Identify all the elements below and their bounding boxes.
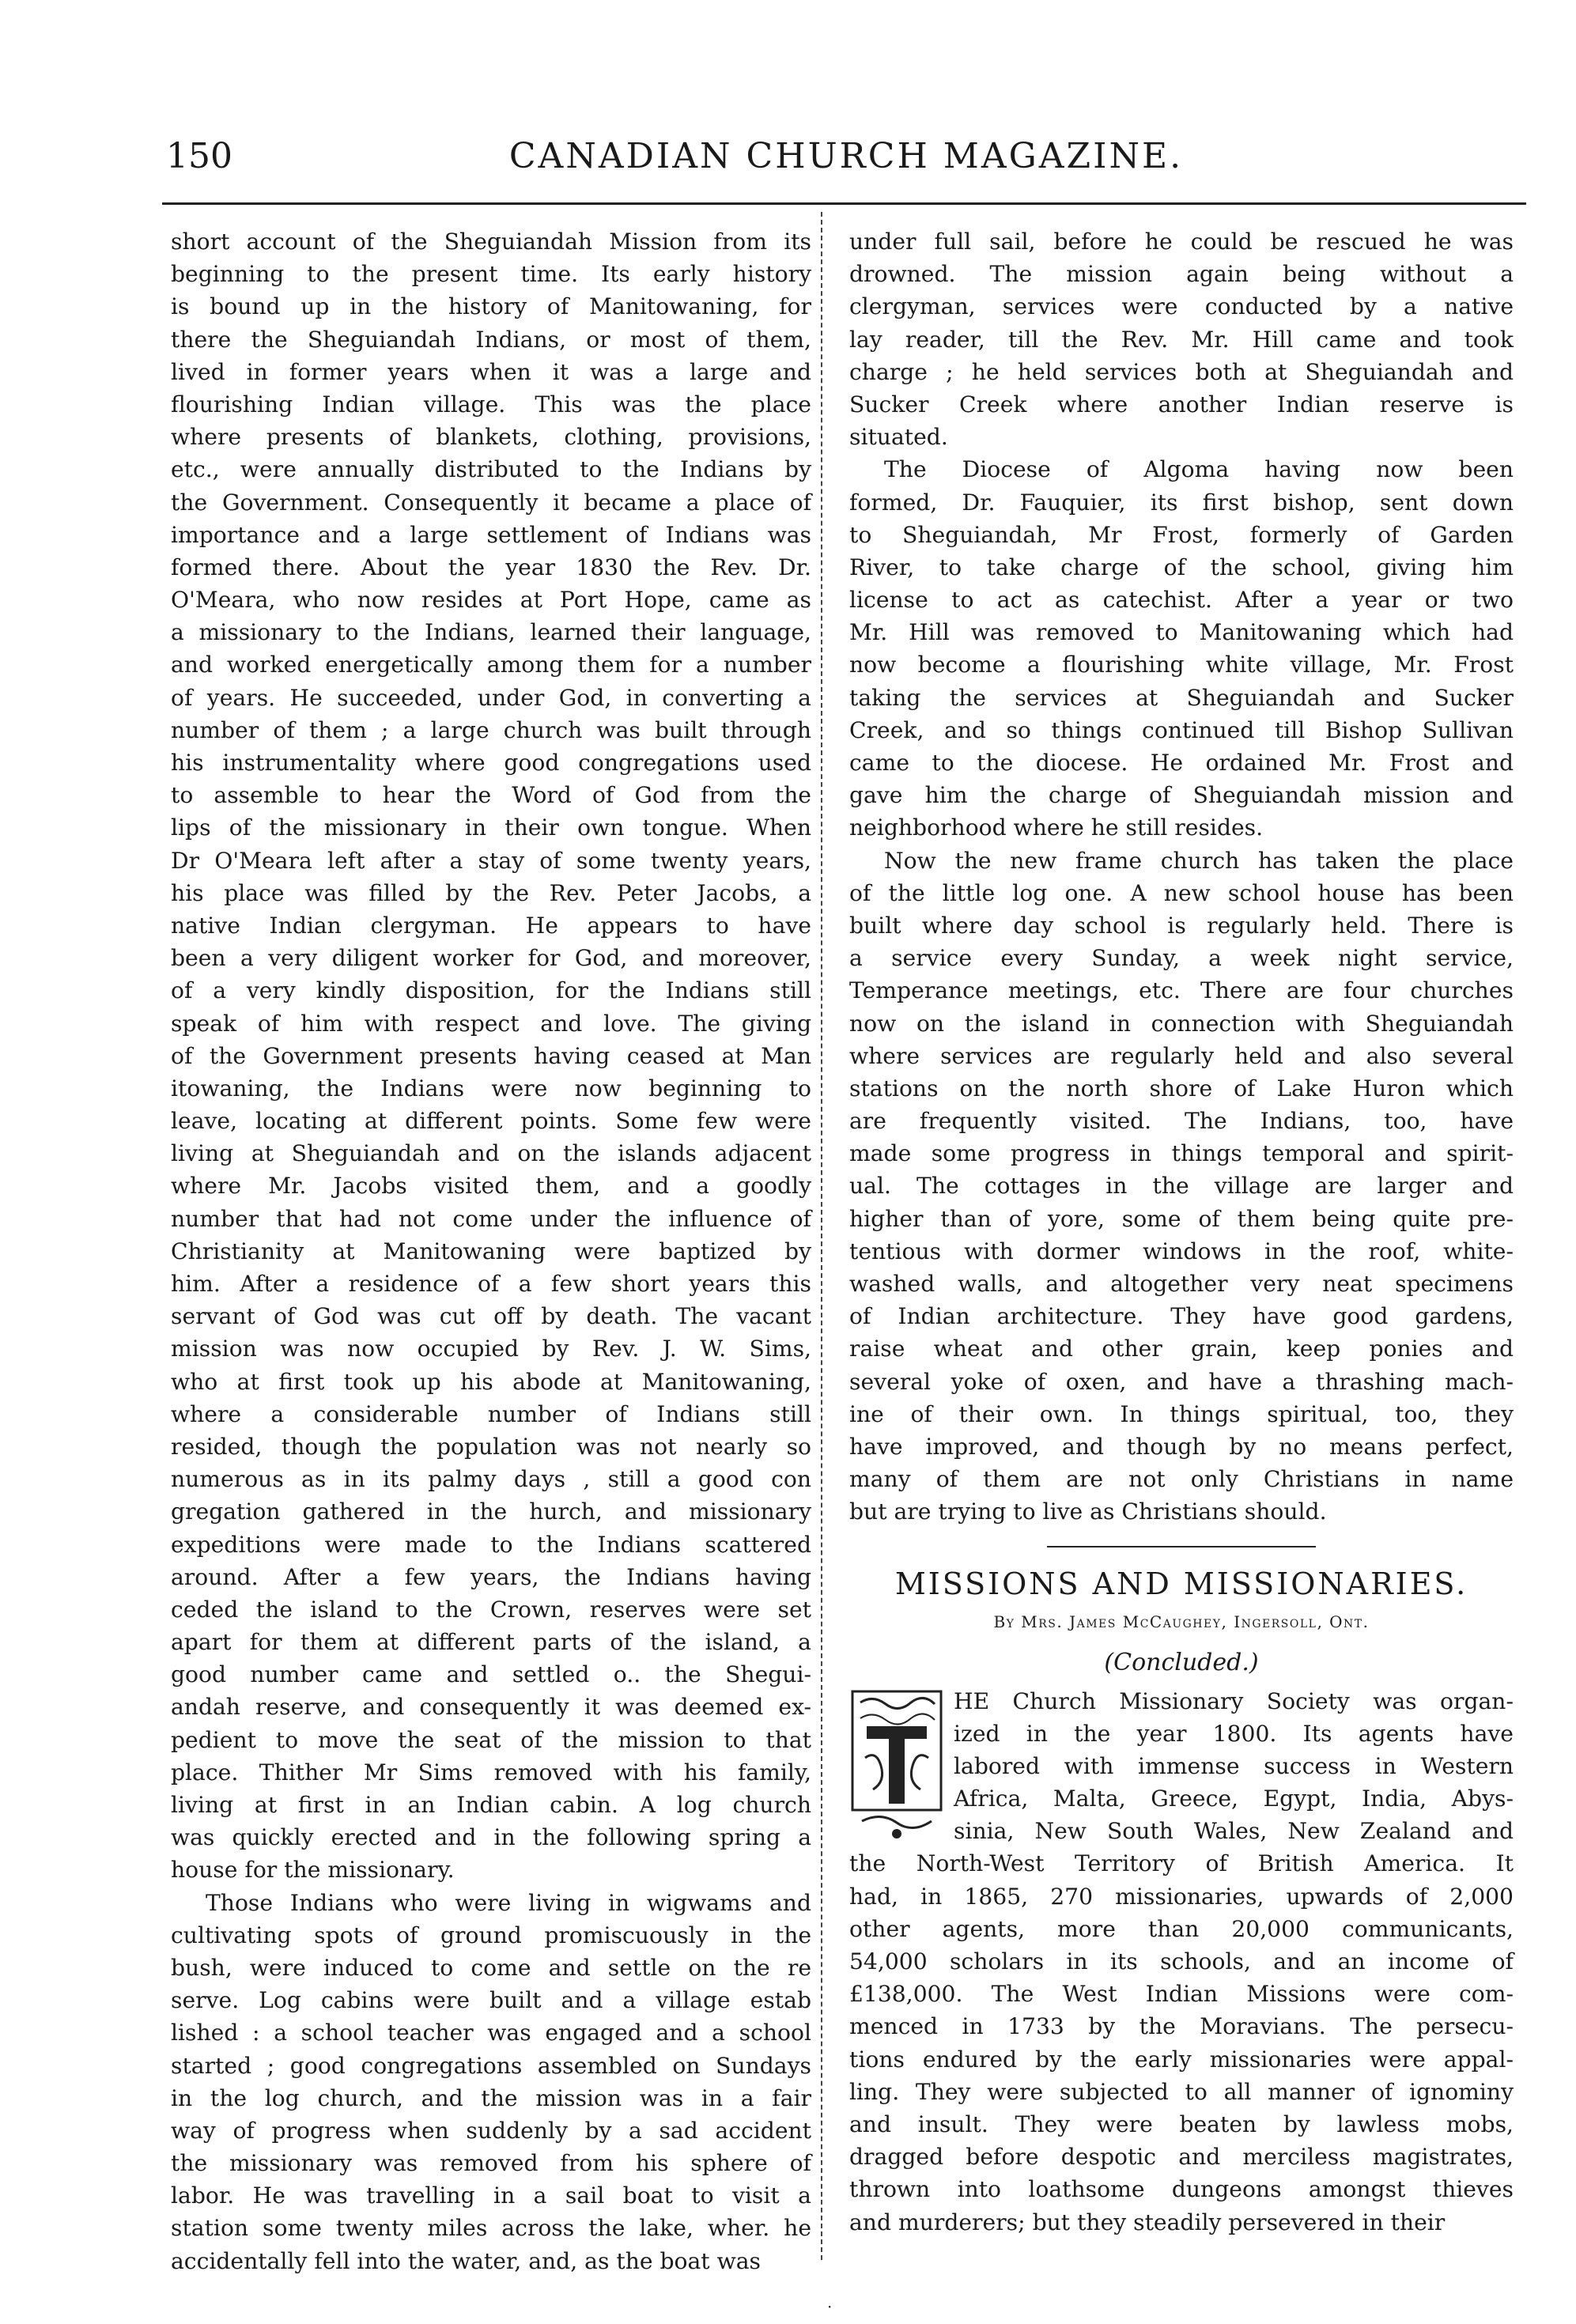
text-line: gregation gathered in the hurch, and missionary xyxy=(171,1498,811,1525)
text-line: license to act as catechist. After a year or two xyxy=(849,587,1514,614)
text-line: his place was filled by the Rev. Peter Jacobs, a xyxy=(171,879,811,906)
text-line: beginning to the present time. Its early history xyxy=(171,261,811,288)
text-line: taking the services at Sheguiandah and Sucker xyxy=(849,684,1514,711)
text-line: the Government. Consequently it became a place of xyxy=(171,489,811,516)
text-line: higher than of yore, some of them being quite pre- xyxy=(849,1205,1514,1232)
text-line: tentious with dormer windows in the roof, white- xyxy=(849,1238,1514,1264)
text-line: mission was now occupied by Rev. J. W. Sims, xyxy=(171,1336,811,1362)
text-line: dragged before despotic and merciless magistrates, xyxy=(849,2144,1514,2171)
page-number: 150 xyxy=(166,136,232,176)
text-line: several yoke of oxen, and have a thrashing mach- xyxy=(849,1368,1514,1395)
text-line: where presents of blankets, clothing, provisions, xyxy=(171,424,811,451)
text-line: lished : a school teacher was engaged and a school xyxy=(171,2020,811,2046)
text-line: living at Sheguiandah and on the islands adjacent xyxy=(171,1140,811,1167)
text-line: made some progress in things temporal and spirit- xyxy=(849,1140,1514,1167)
text-line: is bound up in the history of Manitowaning, for xyxy=(171,293,811,320)
text-line: and worked energetically among them for a number xyxy=(171,652,811,678)
text-line: River, to take charge of the school, giving him xyxy=(849,554,1514,580)
text-line: good number came and settled o.. the Shegui- xyxy=(171,1661,811,1688)
text-line: The Diocese of Algoma having now been xyxy=(884,456,1514,483)
text-line: but are trying to live as Christians should. xyxy=(849,1498,1327,1525)
text-line: labored with immense success in Western xyxy=(954,1752,1514,1779)
text-line: where services are regularly held and also several xyxy=(849,1042,1514,1069)
text-line: washed walls, and altogether very neat specimens xyxy=(849,1271,1514,1297)
text-line: native Indian clergyman. He appears to have xyxy=(171,912,811,939)
text-line: menced in 1733 by the Moravians. The persecu- xyxy=(849,2013,1514,2040)
text-line: Sucker Creek where another Indian reserve is xyxy=(849,391,1514,418)
section-title: MISSIONS AND MISSIONARIES. xyxy=(894,1566,1468,1601)
page-mark: · xyxy=(827,2297,833,2316)
text-line: stations on the north shore of Lake Huron which xyxy=(849,1075,1514,1102)
text-line: under full sail, before he could be rescued he was xyxy=(849,229,1514,255)
text-line: itowaning, the Indians were now beginning to xyxy=(171,1075,811,1102)
text-line: been a very diligent worker for God, and moreover, xyxy=(171,945,811,972)
text-line: 54,000 scholars in its schools, and an income of xyxy=(849,1948,1514,1974)
text-line: cultivating spots of ground promiscuously in the xyxy=(171,1922,811,1948)
text-line: £138,000. The West Indian Missions were com- xyxy=(849,1981,1514,2008)
text-line: the North-West Territory of British America. It xyxy=(849,1850,1514,1877)
text-line: in the log church, and the mission was in a fair xyxy=(171,2084,811,2111)
text-line: Creek, and so things continued till Bishop Sullivan xyxy=(849,716,1514,743)
running-title: CANADIAN CHURCH MAGAZINE. xyxy=(508,136,1184,176)
text-line: many of them are not only Christians in name xyxy=(849,1466,1514,1493)
ornamental-dropcap-icon xyxy=(849,1687,944,1842)
text-line: ling. They were subjected to all manner of ignominy xyxy=(849,2078,1514,2105)
text-line: a service every Sunday, a week night service, xyxy=(849,945,1514,972)
text-line: now become a flourishing white village, Mr. Frost xyxy=(849,652,1514,678)
text-line: around. After a few years, the Indians having xyxy=(171,1563,811,1590)
text-line: importance and a large settlement of Indians was xyxy=(171,521,811,548)
text-line: O'Meara, who now resides at Port Hope, came as xyxy=(171,587,811,614)
text-line: Christianity at Manitowaning were baptized by xyxy=(171,1238,811,1264)
text-line: was quickly erected and in the following spring a xyxy=(171,1824,811,1851)
text-line: serve. Log cabins were built and a village estab xyxy=(171,1987,811,2014)
left-column xyxy=(171,225,811,2277)
text-line: number of them ; a large church was built through xyxy=(171,716,811,743)
text-line: where Mr. Jacobs visited them, and a goodly xyxy=(171,1173,811,1200)
text-line: situated. xyxy=(849,424,948,451)
text-line: where a considerable number of Indians still xyxy=(171,1400,811,1427)
right-column-continued xyxy=(849,1847,1514,2238)
text-line: living at first in an Indian cabin. A log church xyxy=(171,1792,811,1818)
text-line: Mr. Hill was removed to Manitowaning which had xyxy=(849,619,1514,646)
text-line: apart for them at different parts of the island, a xyxy=(171,1629,811,1656)
text-line: labor. He was travelling in a sail boat to visit a xyxy=(171,2182,811,2209)
text-line: have improved, and though by no means perfect, xyxy=(849,1433,1514,1460)
text-line: are frequently visited. The Indians, too, have xyxy=(849,1108,1514,1135)
text-line: a missionary to the Indians, learned their language, xyxy=(171,619,811,646)
text-line: station some twenty miles across the lake, wher. he xyxy=(171,2215,811,2242)
dropcap-paragraph xyxy=(849,1685,1514,1848)
text-line: Temperance meetings, etc. There are four churches xyxy=(849,977,1514,1004)
text-line: sinia, New South Wales, New Zealand and xyxy=(954,1818,1514,1845)
text-line: short account of the Sheguiandah Mission from its xyxy=(171,229,811,255)
text-line: andah reserve, and consequently it was deemed ex- xyxy=(171,1694,811,1721)
text-line: of the little log one. A new school house has been xyxy=(849,879,1514,906)
text-line: to assemble to hear the Word of God from the xyxy=(171,782,811,809)
text-line: of a very kindly disposition, for the Indians still xyxy=(171,977,811,1004)
text-line: lay reader, till the Rev. Mr. Hill came and took xyxy=(849,326,1514,353)
text-line: number that had not come under the influence of xyxy=(171,1205,811,1232)
text-line: tions endured by the early missionaries were appal- xyxy=(849,2046,1514,2073)
text-line: of years. He succeeded, under God, in converting a xyxy=(171,684,811,711)
text-line: came to the diocese. He ordained Mr. Frost and xyxy=(849,750,1514,776)
text-line: to Sheguiandah, Mr Frost, formerly of Garden xyxy=(849,521,1514,548)
text-line: clergyman, services were conducted by a native xyxy=(849,293,1514,320)
text-line: other agents, more than 20,000 communicants, xyxy=(849,1915,1514,1942)
text-line: now on the island in connection with Sheguiandah xyxy=(849,1010,1514,1037)
text-line: bush, were induced to come and settle on the re xyxy=(171,1954,811,1981)
text-line: had, in 1865, 270 missionaries, upwards of 2,000 xyxy=(849,1883,1514,1910)
text-line: numerous as in its palmy days , still a good con xyxy=(171,1466,811,1493)
text-line: flourishing Indian village. This was the place xyxy=(171,391,811,418)
text-line: Those Indians who were living in wigwams and xyxy=(206,1889,811,1916)
text-line: of the Government presents having ceased at Man xyxy=(171,1042,811,1069)
text-line: place. Thither Mr Sims removed with his family, xyxy=(171,1759,811,1786)
text-line: gave him the charge of Sheguiandah mission and xyxy=(849,782,1514,809)
text-line: neighborhood where he still resides. xyxy=(849,814,1264,841)
text-line: ceded the island to the Crown, reserves were set xyxy=(171,1596,811,1623)
text-line: charge ; he held services both at Sheguiandah and xyxy=(849,358,1514,385)
text-line: the missionary was removed from his sphere of xyxy=(171,2150,811,2177)
text-line: thrown into loathsome dungeons amongst thieves xyxy=(849,2176,1514,2203)
text-line: started ; good congregations assembled on Sundays xyxy=(171,2052,811,2079)
text-line: speak of him with respect and love. The giving xyxy=(171,1010,811,1037)
text-line: raise wheat and other grain, keep ponies and xyxy=(849,1336,1514,1362)
article-byline: By Mrs. James McCaughey, Ingersoll, Ont. xyxy=(993,1612,1370,1631)
text-line: servant of God was cut off by death. The vacant xyxy=(171,1303,811,1330)
text-line: of Indian architecture. They have good gardens, xyxy=(849,1303,1514,1330)
text-line: Africa, Malta, Greece, Egypt, India, Abys- xyxy=(954,1786,1514,1812)
text-line: there the Sheguiandah Indians, or most of them, xyxy=(171,326,811,353)
text-line: etc., were annually distributed to the Indians by xyxy=(171,456,811,483)
text-line: pedient to move the seat of the mission to that xyxy=(171,1726,811,1753)
right-column-body xyxy=(849,225,1514,1529)
right-column xyxy=(849,225,1514,2239)
text-line: and insult. They were beaten by lawless mobs, xyxy=(849,2110,1514,2137)
text-line: his instrumentality where good congregations used xyxy=(171,750,811,776)
text-line: built where day school is regularly held. There is xyxy=(849,912,1514,939)
dropcap-lines xyxy=(849,1685,1514,1848)
column-divider xyxy=(821,212,822,2260)
text-line: lips of the missionary in their own tongue. When xyxy=(171,814,811,841)
text-line: ine of their own. In things spiritual, too, they xyxy=(849,1400,1514,1427)
text-line: drowned. The mission again being without a xyxy=(849,261,1514,288)
text-line: lived in former years when it was a large and xyxy=(171,358,811,385)
text-line: him. After a residence of a few short years this xyxy=(171,1271,811,1297)
text-line: formed there. About the year 1830 the Rev. Dr. xyxy=(171,554,811,580)
text-line: expeditions were made to the Indians scattered xyxy=(171,1531,811,1558)
text-line: accidentally fell into the water, and, as the boat was xyxy=(171,2247,761,2274)
text-line: formed, Dr. Fauquier, its first bishop, sent down xyxy=(849,489,1514,516)
text-line: resided, though the population was not nearly so xyxy=(171,1433,811,1460)
section-rule xyxy=(1047,1546,1316,1547)
text-line: ual. The cottages in the village are larger and xyxy=(849,1173,1514,1200)
text-line: house for the missionary. xyxy=(171,1857,455,1884)
text-line: Dr O'Meara left after a stay of some twenty years, xyxy=(171,847,811,874)
text-line: HE Church Missionary Society was organ- xyxy=(954,1687,1514,1714)
page-header xyxy=(166,136,1526,191)
text-line: and murderers; but they steadily persevered in their xyxy=(849,2209,1446,2235)
text-line: Now the new frame church has taken the place xyxy=(884,847,1514,874)
text-line: leave, locating at different points. Some few were xyxy=(171,1108,811,1135)
text-line: way of progress when suddenly by a sad accident xyxy=(171,2117,811,2144)
text-line: ized in the year 1800. Its agents have xyxy=(954,1720,1514,1747)
concluded-note: (Concluded.) xyxy=(1104,1648,1259,1676)
text-line: who at first took up his abode at Manitowaning, xyxy=(171,1368,811,1395)
header-rule xyxy=(162,202,1526,205)
